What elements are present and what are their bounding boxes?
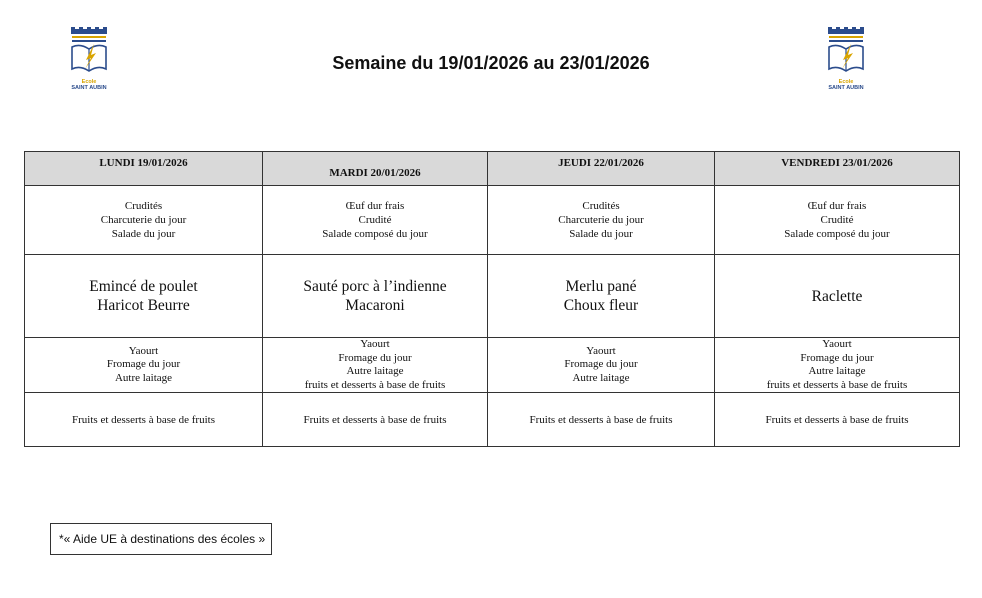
main-cell	[715, 255, 960, 338]
starters-row	[25, 186, 960, 255]
dessert-cell: Fruits et desserts à base de fruits	[488, 393, 715, 447]
dairy-item: Fromage du jour	[338, 351, 412, 364]
day-header-tuesday: MARDI 20/01/2026	[263, 152, 488, 186]
main-item: Merlu pané	[565, 278, 637, 295]
main-item: Choux fleur	[563, 297, 639, 314]
starter-item: Salade du jour	[569, 228, 633, 240]
day-header-monday: LUNDI 19/01/2026	[25, 152, 263, 186]
main-cell	[263, 255, 488, 338]
dairy-item: Yaourt	[360, 338, 390, 350]
main-item: Macaroni	[345, 297, 405, 314]
main-cell	[488, 255, 715, 338]
starter-item: Salade composé du jour	[322, 228, 428, 240]
page-title: Semaine du 19/01/2026 au 23/01/2026	[332, 53, 650, 73]
eu-aid-note: *« Aide UE à destinations des écoles »	[50, 523, 272, 555]
logo-text-ecole: Ecole	[81, 79, 97, 85]
mains-row	[25, 255, 960, 338]
dairy-item: fruits et desserts à base de fruits	[766, 378, 908, 391]
starter-item: Charcuterie du jour	[558, 214, 644, 226]
dairy-item: Autre laitage	[114, 371, 173, 384]
logo-text-ecole: Ecole	[838, 79, 854, 85]
main-item: Sauté porc à l’indienne	[303, 278, 447, 295]
starter-item: Salade composé du jour	[784, 228, 890, 240]
dairy-cell	[263, 338, 488, 393]
dessert-cell: Fruits et desserts à base de fruits	[25, 393, 263, 447]
starter-item: Charcuterie du jour	[100, 214, 187, 226]
day-header-friday: VENDREDI 23/01/2026	[715, 152, 960, 186]
starters-cell	[488, 186, 715, 255]
dairy-item: Yaourt	[822, 338, 852, 350]
logo-text-name: SAINT AUBIN	[71, 85, 107, 91]
starter-item: Œuf dur frais	[345, 200, 405, 212]
starters-cell	[25, 186, 263, 255]
dessert-cell: Fruits et desserts à base de fruits	[715, 393, 960, 447]
dairy-item: Fromage du jour	[564, 358, 638, 371]
dairy-item: fruits et desserts à base de fruits	[304, 378, 446, 391]
main-item: Haricot Beurre	[97, 297, 190, 314]
dairy-item: Autre laitage	[572, 371, 630, 384]
dairy-cell	[488, 338, 715, 393]
starter-item: Crudité	[820, 214, 854, 226]
dairy-cell	[25, 338, 263, 393]
starter-item: Crudités	[124, 200, 163, 212]
dairy-item: Fromage du jour	[106, 358, 181, 371]
weekly-menu-table	[24, 151, 960, 447]
main-item: Emincé de poulet	[89, 278, 198, 295]
day-header-thursday: JEUDI 22/01/2026	[488, 152, 715, 186]
dairy-cell	[715, 338, 960, 393]
dessert-row	[25, 393, 960, 447]
main-item: Raclette	[811, 287, 863, 305]
main-cell	[25, 255, 263, 338]
logo-text-name: SAINT AUBIN	[828, 85, 864, 91]
dessert-cell: Fruits et desserts à base de fruits	[263, 393, 488, 447]
dairy-item: Yaourt	[128, 344, 159, 357]
dairy-item: Yaourt	[586, 344, 616, 357]
dairy-item: Autre laitage	[346, 365, 404, 377]
starter-item: Salade du jour	[111, 228, 176, 240]
dairy-row	[25, 338, 960, 393]
starters-cell	[263, 186, 488, 255]
starter-item: Crudité	[358, 214, 392, 226]
dairy-item: Autre laitage	[808, 365, 866, 377]
starter-item: Œuf dur frais	[807, 200, 867, 212]
dairy-item: Fromage du jour	[800, 351, 874, 364]
day-header-row	[25, 152, 960, 186]
starters-cell	[715, 186, 960, 255]
starter-item: Crudités	[582, 200, 620, 212]
